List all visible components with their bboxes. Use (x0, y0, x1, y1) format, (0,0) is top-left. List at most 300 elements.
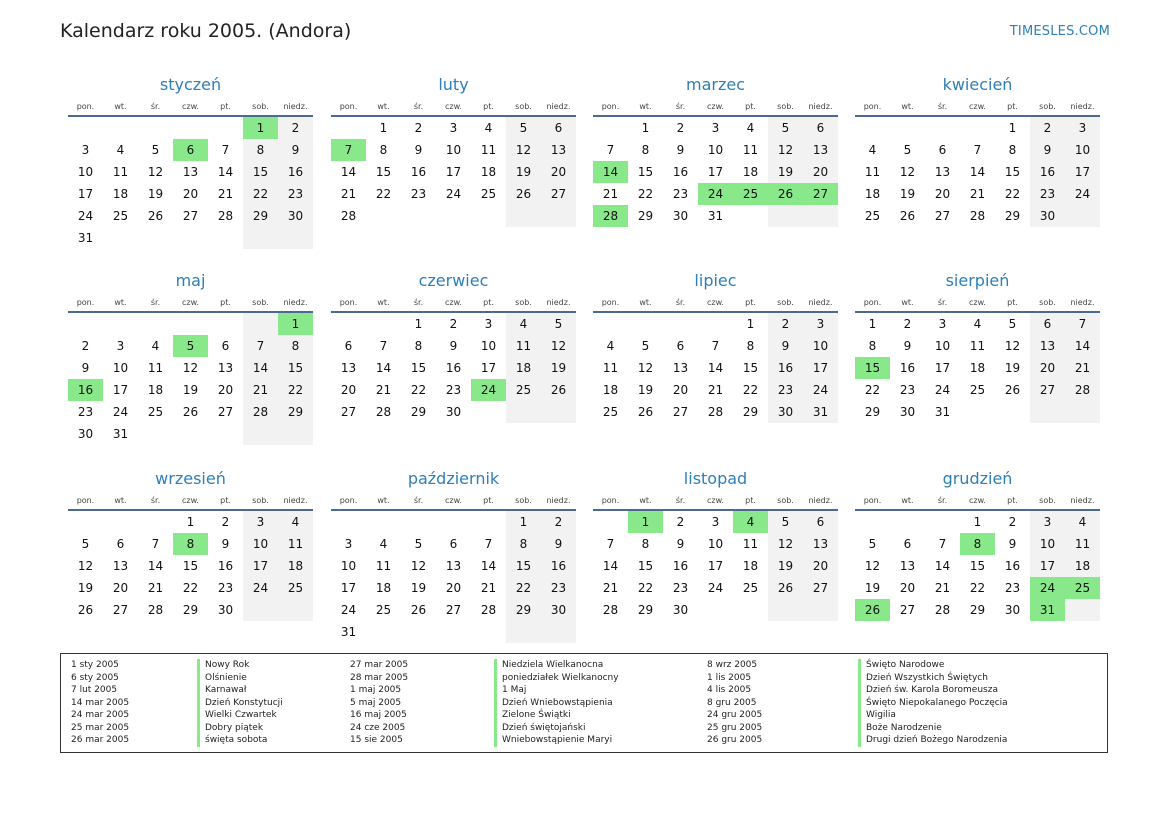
day-cell: 2 (291, 121, 300, 135)
brand-link[interactable]: TIMESLES.COM (1009, 24, 1110, 39)
day-cell: 20 (182, 187, 199, 201)
day-cell: 10 (707, 537, 724, 551)
weekday-header: sob. (252, 298, 269, 307)
day-cell: 31 (812, 405, 829, 419)
holiday-day-cell: 7 (331, 139, 366, 161)
day-cell: 2 (221, 515, 230, 529)
holiday-day-cell: 25 (1065, 577, 1100, 599)
weekday-header: czw. (445, 496, 462, 505)
day-cell: 23 (77, 405, 94, 419)
day-cell: 3 (344, 537, 353, 551)
day-cell: 8 (746, 339, 755, 353)
day-cell: 5 (151, 143, 160, 157)
holiday-date: 8 wrz 2005 (707, 660, 758, 670)
holiday-day-cell: 1 (278, 313, 313, 335)
month-name: styczeń (159, 75, 222, 94)
holiday-name: Drugi dzień Bożego Narodzenia (858, 734, 1007, 747)
holiday-date: 24 cze 2005 (350, 722, 406, 733)
day-cell: 16 (777, 361, 794, 375)
weekday-header: czw. (182, 496, 199, 505)
day-cell: 7 (938, 537, 947, 551)
day-cell: 21 (602, 187, 619, 201)
day-cell: 7 (606, 143, 615, 157)
day-cell: 28 (1074, 383, 1091, 397)
day-cell: 24 (77, 209, 94, 223)
day-cell: 21 (934, 581, 951, 595)
day-cell: 25 (969, 383, 986, 397)
day-cell: 2 (554, 515, 563, 529)
day-cell: 5 (781, 121, 790, 135)
weekday-header: pt. (483, 496, 494, 505)
day-cell: 21 (375, 383, 392, 397)
month-name: czerwiec (418, 271, 489, 290)
day-cell: 12 (864, 559, 881, 573)
day-cell: 7 (484, 537, 493, 551)
day-cell: 20 (550, 165, 567, 179)
holiday-day-cell: 5 (173, 335, 208, 357)
day-cell: 18 (864, 187, 881, 201)
holiday-name: Wigilia (858, 709, 896, 722)
weekday-header: wt. (639, 102, 652, 111)
day-cell: 8 (519, 537, 528, 551)
day-cell: 27 (550, 187, 567, 201)
weekday-header: pt. (1007, 102, 1018, 111)
holiday-day-cell: 1 (628, 511, 663, 533)
day-cell: 11 (375, 559, 392, 573)
holiday-name: Zielone Świątki (494, 709, 571, 722)
day-cell: 5 (903, 143, 912, 157)
weekday-header: czw. (969, 496, 986, 505)
day-cell: 17 (112, 383, 129, 397)
holiday-day-cell: 26 (768, 183, 803, 205)
day-cell: 6 (816, 121, 825, 135)
day-cell: 16 (550, 559, 567, 573)
holiday-date: 6 sty 2005 (71, 672, 119, 683)
day-cell: 26 (515, 187, 532, 201)
month-name: luty (438, 75, 469, 94)
day-cell: 19 (550, 361, 567, 375)
day-cell: 2 (1008, 515, 1017, 529)
day-cell: 1 (973, 515, 982, 529)
day-cell: 17 (707, 559, 724, 573)
day-cell: 19 (777, 165, 794, 179)
day-cell: 18 (112, 187, 129, 201)
day-cell: 22 (864, 383, 881, 397)
day-cell: 10 (445, 143, 462, 157)
day-cell: 22 (515, 581, 532, 595)
day-cell: 11 (112, 165, 129, 179)
holiday-day-cell: 15 (855, 357, 890, 379)
day-cell: 9 (291, 143, 300, 157)
day-cell: 12 (777, 143, 794, 157)
day-cell: 15 (1004, 165, 1021, 179)
day-cell: 11 (742, 537, 759, 551)
day-cell: 15 (252, 165, 269, 179)
day-cell: 6 (116, 537, 125, 551)
weekday-header: wt. (377, 102, 390, 111)
weekday-header: niedz. (1070, 102, 1095, 111)
day-cell: 23 (287, 187, 304, 201)
day-cell: 17 (445, 165, 462, 179)
weekday-header: wt. (639, 496, 652, 505)
day-cell: 13 (899, 559, 916, 573)
day-cell: 16 (672, 165, 689, 179)
day-cell: 20 (112, 581, 129, 595)
day-cell: 24 (340, 603, 357, 617)
holiday-date: 5 maj 2005 (350, 697, 402, 708)
day-cell: 10 (112, 361, 129, 375)
holiday-name: Dzień Wszystkich Świętych (858, 672, 988, 685)
holiday-name: Dobry piątek (197, 722, 263, 735)
day-cell: 28 (147, 603, 164, 617)
day-cell: 12 (515, 143, 532, 157)
day-cell: 21 (602, 581, 619, 595)
weekday-header: pon. (76, 496, 95, 505)
day-cell: 11 (147, 361, 164, 375)
day-cell: 28 (969, 209, 986, 223)
holiday-name: święta sobota (197, 734, 267, 747)
day-cell: 7 (256, 339, 265, 353)
day-cell: 6 (221, 339, 230, 353)
day-cell: 21 (252, 383, 269, 397)
day-cell: 9 (676, 143, 685, 157)
day-cell: 6 (1043, 317, 1052, 331)
holiday-list (60, 653, 1108, 753)
weekday-header: wt. (901, 102, 914, 111)
day-cell: 4 (1078, 515, 1087, 529)
day-cell: 11 (515, 339, 532, 353)
day-cell: 1 (414, 317, 423, 331)
day-cell: 11 (1074, 537, 1091, 551)
day-cell: 11 (969, 339, 986, 353)
holiday-name: Święto Narodowe (858, 659, 944, 672)
day-cell: 29 (742, 405, 759, 419)
holiday-day-cell: 24 (471, 379, 506, 401)
day-cell: 24 (445, 187, 462, 201)
day-cell: 24 (707, 581, 724, 595)
day-cell: 21 (147, 581, 164, 595)
day-cell: 19 (864, 581, 881, 595)
day-cell: 23 (410, 187, 427, 201)
day-cell: 14 (480, 559, 497, 573)
day-cell: 31 (934, 405, 951, 419)
page-title: Kalendarz roku 2005. (Andora) (60, 20, 352, 42)
day-cell: 1 (746, 317, 755, 331)
day-cell: 10 (1039, 537, 1056, 551)
weekday-header: pon. (601, 496, 620, 505)
day-cell: 12 (550, 339, 567, 353)
weekday-header: wt. (901, 496, 914, 505)
day-cell: 10 (812, 339, 829, 353)
month-name: październik (407, 469, 500, 488)
day-cell: 7 (606, 537, 615, 551)
day-cell: 23 (899, 383, 916, 397)
day-cell: 21 (1074, 361, 1091, 375)
day-cell: 19 (637, 383, 654, 397)
day-cell: 5 (519, 121, 528, 135)
holiday-name: Niedziela Wielkanocna (494, 659, 603, 672)
day-cell: 16 (217, 559, 234, 573)
day-cell: 13 (1039, 339, 1056, 353)
day-cell: 8 (641, 143, 650, 157)
day-cell: 26 (777, 581, 794, 595)
day-cell: 20 (934, 187, 951, 201)
day-cell: 19 (899, 187, 916, 201)
day-cell: 24 (112, 405, 129, 419)
day-cell: 31 (707, 209, 724, 223)
holiday-day-cell: 1 (243, 117, 278, 139)
day-cell: 3 (1043, 515, 1052, 529)
day-cell: 16 (672, 559, 689, 573)
day-cell: 28 (602, 603, 619, 617)
day-cell: 26 (637, 405, 654, 419)
day-cell: 22 (1004, 187, 1021, 201)
day-cell: 28 (375, 405, 392, 419)
weekday-header: sob. (1039, 298, 1056, 307)
day-cell: 9 (781, 339, 790, 353)
day-cell: 3 (256, 515, 265, 529)
day-cell: 5 (414, 537, 423, 551)
day-cell: 19 (515, 165, 532, 179)
day-cell: 24 (812, 383, 829, 397)
day-cell: 3 (484, 317, 493, 331)
day-cell: 13 (812, 143, 829, 157)
day-cell: 17 (934, 361, 951, 375)
day-cell: 20 (340, 383, 357, 397)
day-cell: 28 (252, 405, 269, 419)
day-cell: 9 (676, 537, 685, 551)
day-cell: 10 (934, 339, 951, 353)
weekday-header: śr. (150, 298, 161, 307)
day-cell: 30 (287, 209, 304, 223)
day-cell: 12 (1004, 339, 1021, 353)
day-cell: 4 (379, 537, 388, 551)
holiday-day-cell: 14 (593, 161, 628, 183)
day-cell: 12 (147, 165, 164, 179)
day-cell: 27 (445, 603, 462, 617)
day-cell: 10 (1074, 143, 1091, 157)
weekday-header: pt. (1007, 298, 1018, 307)
day-cell: 23 (217, 581, 234, 595)
weekday-header: pt. (220, 102, 231, 111)
day-cell: 14 (375, 361, 392, 375)
day-cell: 7 (1078, 317, 1087, 331)
day-cell: 14 (969, 165, 986, 179)
weekday-header: sob. (777, 102, 794, 111)
day-cell: 23 (1039, 187, 1056, 201)
weekday-header: sob. (252, 102, 269, 111)
day-cell: 15 (375, 165, 392, 179)
day-cell: 19 (182, 383, 199, 397)
holiday-day-cell: 4 (733, 511, 768, 533)
day-cell: 26 (77, 603, 94, 617)
weekday-header: pt. (745, 298, 756, 307)
weekday-header: niedz. (283, 102, 308, 111)
holiday-day-cell: 24 (698, 183, 733, 205)
holiday-date: 26 mar 2005 (71, 735, 130, 745)
month-name: maj (175, 271, 206, 290)
day-cell: 3 (1078, 121, 1087, 135)
holiday-date: 14 mar 2005 (71, 697, 130, 708)
day-cell: 7 (379, 339, 388, 353)
day-cell: 4 (868, 143, 877, 157)
weekday-header: wt. (114, 496, 127, 505)
day-cell: 5 (641, 339, 650, 353)
weekday-header: pon. (863, 496, 882, 505)
day-cell: 26 (182, 405, 199, 419)
holiday-date: 24 gru 2005 (707, 710, 763, 720)
holiday-name: Karnawał (197, 684, 246, 697)
day-cell: 18 (602, 383, 619, 397)
day-cell: 9 (1043, 143, 1052, 157)
weekday-header: wt. (377, 496, 390, 505)
day-cell: 31 (77, 231, 94, 245)
weekday-header: pon. (76, 298, 95, 307)
day-cell: 25 (742, 581, 759, 595)
day-cell: 17 (1074, 165, 1091, 179)
month-name: sierpień (945, 271, 1010, 290)
day-cell: 24 (1074, 187, 1091, 201)
day-cell: 19 (77, 581, 94, 595)
day-cell: 6 (449, 537, 458, 551)
day-cell: 23 (777, 383, 794, 397)
day-cell: 10 (252, 537, 269, 551)
day-cell: 28 (707, 405, 724, 419)
day-cell: 6 (676, 339, 685, 353)
day-cell: 31 (340, 625, 357, 639)
day-cell: 6 (816, 515, 825, 529)
day-cell: 25 (480, 187, 497, 201)
day-cell: 2 (781, 317, 790, 331)
holiday-name: Dzień św. Karola Boromeusza (858, 684, 998, 697)
weekday-header: pt. (483, 102, 494, 111)
weekday-header: śr. (150, 496, 161, 505)
day-cell: 22 (252, 187, 269, 201)
holiday-day-cell: 27 (803, 183, 838, 205)
day-cell: 18 (742, 165, 759, 179)
holiday-day-cell: 31 (1030, 599, 1065, 621)
day-cell: 13 (445, 559, 462, 573)
day-cell: 18 (375, 581, 392, 595)
day-cell: 3 (816, 317, 825, 331)
weekday-header: sob. (515, 298, 532, 307)
weekday-header: pon. (339, 102, 358, 111)
day-cell: 15 (969, 559, 986, 573)
day-cell: 14 (934, 559, 951, 573)
day-cell: 1 (379, 121, 388, 135)
weekday-header: niedz. (808, 298, 833, 307)
day-cell: 15 (182, 559, 199, 573)
day-cell: 15 (410, 361, 427, 375)
weekday-header: niedz. (546, 102, 571, 111)
month-name: lipiec (694, 271, 737, 290)
day-cell: 30 (550, 603, 567, 617)
day-cell: 27 (217, 405, 234, 419)
day-cell: 7 (221, 143, 230, 157)
holiday-name: Boże Narodzenie (858, 722, 942, 735)
day-cell: 16 (1039, 165, 1056, 179)
day-cell: 22 (287, 383, 304, 397)
day-cell: 7 (151, 537, 160, 551)
day-cell: 15 (515, 559, 532, 573)
day-cell: 25 (602, 405, 619, 419)
day-cell: 4 (291, 515, 300, 529)
day-cell: 23 (672, 581, 689, 595)
day-cell: 18 (480, 165, 497, 179)
day-cell: 3 (116, 339, 125, 353)
weekday-header: czw. (445, 102, 462, 111)
day-cell: 27 (182, 209, 199, 223)
day-cell: 19 (410, 581, 427, 595)
day-cell: 4 (484, 121, 493, 135)
day-cell: 30 (1039, 209, 1056, 223)
weekday-header: pon. (863, 102, 882, 111)
day-cell: 5 (781, 515, 790, 529)
day-cell: 13 (550, 143, 567, 157)
day-cell: 30 (217, 603, 234, 617)
day-cell: 2 (414, 121, 423, 135)
day-cell: 12 (777, 537, 794, 551)
day-cell: 26 (550, 383, 567, 397)
weekday-header: śr. (675, 298, 686, 307)
day-cell: 9 (414, 143, 423, 157)
day-cell: 1 (519, 515, 528, 529)
day-cell: 12 (899, 165, 916, 179)
day-cell: 30 (445, 405, 462, 419)
weekday-header: niedz. (546, 496, 571, 505)
day-cell: 9 (903, 339, 912, 353)
day-cell: 28 (480, 603, 497, 617)
day-cell: 29 (1004, 209, 1021, 223)
day-cell: 1 (641, 121, 650, 135)
month-name: listopad (683, 469, 748, 488)
weekday-header: śr. (937, 298, 948, 307)
holiday-name: Wniebowstąpienie Maryi (494, 734, 612, 747)
holiday-date: 26 gru 2005 (707, 735, 763, 745)
day-cell: 5 (868, 537, 877, 551)
day-cell: 5 (81, 537, 90, 551)
day-cell: 8 (414, 339, 423, 353)
day-cell: 10 (480, 339, 497, 353)
day-cell: 9 (81, 361, 90, 375)
holiday-date: 24 mar 2005 (71, 710, 130, 720)
holiday-date: 7 lut 2005 (71, 685, 118, 695)
weekday-header: sob. (777, 496, 794, 505)
day-cell: 27 (672, 405, 689, 419)
weekday-header: wt. (114, 102, 127, 111)
day-cell: 12 (410, 559, 427, 573)
weekday-header: sob. (777, 298, 794, 307)
day-cell: 21 (217, 187, 234, 201)
day-cell: 3 (711, 121, 720, 135)
day-cell: 23 (672, 187, 689, 201)
weekday-header: wt. (377, 298, 390, 307)
day-cell: 13 (217, 361, 234, 375)
weekday-header: czw. (707, 102, 724, 111)
day-cell: 15 (637, 165, 654, 179)
day-cell: 20 (445, 581, 462, 595)
holiday-date: 25 mar 2005 (71, 722, 130, 733)
holiday-name: Święto Niepokalanego Poczęcia (858, 697, 1008, 710)
day-cell: 24 (934, 383, 951, 397)
day-cell: 21 (707, 383, 724, 397)
day-cell: 29 (182, 603, 199, 617)
day-cell: 9 (221, 537, 230, 551)
day-cell: 28 (340, 209, 357, 223)
day-cell: 27 (1039, 383, 1056, 397)
weekday-header: śr. (150, 102, 161, 111)
day-cell: 4 (151, 339, 160, 353)
